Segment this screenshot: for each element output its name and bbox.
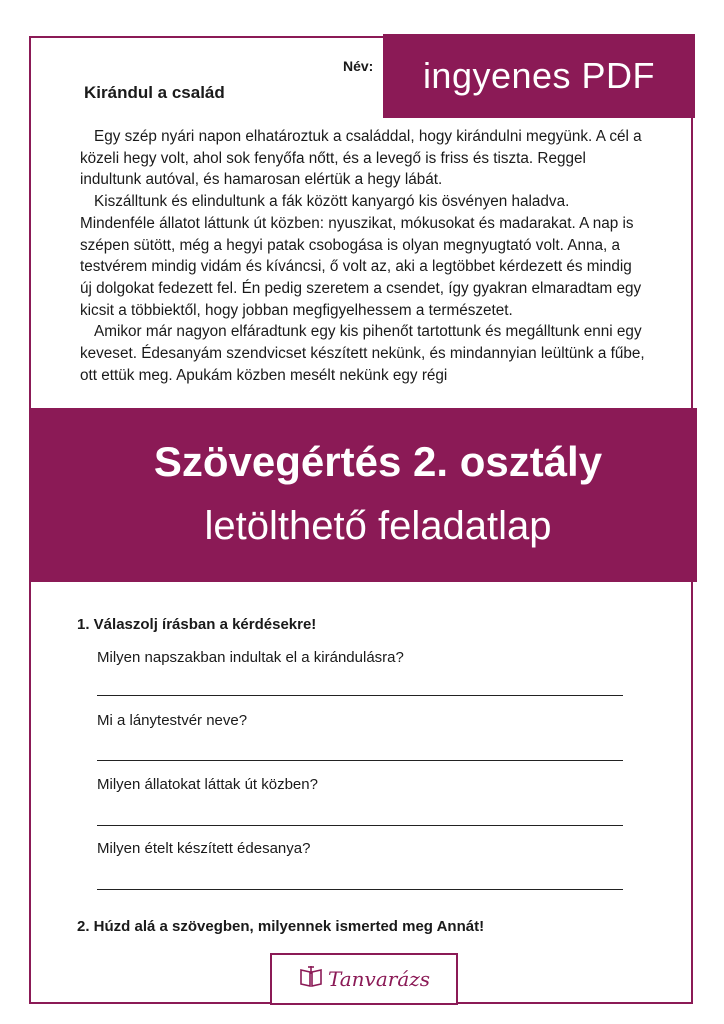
open-book-icon [298, 964, 324, 995]
banner-title: Szövegértés 2. osztály [153, 438, 603, 485]
answer-line-3[interactable] [97, 825, 623, 826]
task-1-heading: 1. Válaszolj írásban a kérdésekre! [77, 616, 317, 633]
question-1: Milyen napszakban indultak el a kirándulásra? [97, 649, 404, 666]
answer-line-2[interactable] [97, 760, 623, 761]
story-paragraph: Egy szép nyári napon elhatároztuk a családdal, hogy kirándulni megyünk. A cél a közeli hegy volt, ahol sok fenyőfa nőtt, és a levegő is friss és tiszta. Reggel indultunk autóval, és hamarosan elértük a hegy lábát. [80, 128, 642, 189]
story-paragraph: Amikor már nagyon elfáradtunk egy kis pihenőt tartottunk és megálltunk enni egy keveset. Édesanyám szendvicset készített nekünk, és mindannyian leültünk a fűbe, ott ettük meg. Apukám közben mesélt nekünk egy régi [80, 323, 645, 384]
question-4: Milyen ételt készített édesanya? [97, 840, 311, 857]
banner-subtitle: letölthető feladatlap [204, 504, 552, 548]
story-paragraph: Kiszálltunk és elindultunk a fák között kanyargó kis ösvényen haladva. Mindenféle állatot láttunk út közben: nyuszikat, mókusokat és madarakat. A nap is szépen sütött, még a hegyi patak csobogása is olyan megnyugtató volt. Anna, a testvérem mindig vidám és kíváncsi, ő volt az, aki a legtöbbet kérdezett és mindig új dolgokat fedezett fel. Én pedig szeretem a csendet, így gyakran elmaradtam egy kicsit a többiektől, hogy jobban megfigyelhessem a természetet. [80, 193, 642, 319]
logo [270, 953, 458, 1005]
question-3: Milyen állatokat láttak út közben? [97, 776, 318, 793]
logo-text: Tanvarázs [327, 967, 431, 991]
answer-line-4[interactable] [97, 889, 623, 890]
answer-line-1[interactable] [97, 695, 623, 696]
task-2-heading: 2. Húzd alá a szövegben, milyennek ismerted meg Annát! [77, 918, 485, 935]
question-2: Mi a lánytestvér neve? [97, 712, 248, 729]
free-pdf-badge: ingyenes PDF [383, 34, 695, 118]
story-text [80, 126, 645, 406]
title-banner [29, 408, 697, 582]
name-label: Név: [343, 58, 374, 74]
story-title: Kirándul a család [84, 83, 225, 102]
